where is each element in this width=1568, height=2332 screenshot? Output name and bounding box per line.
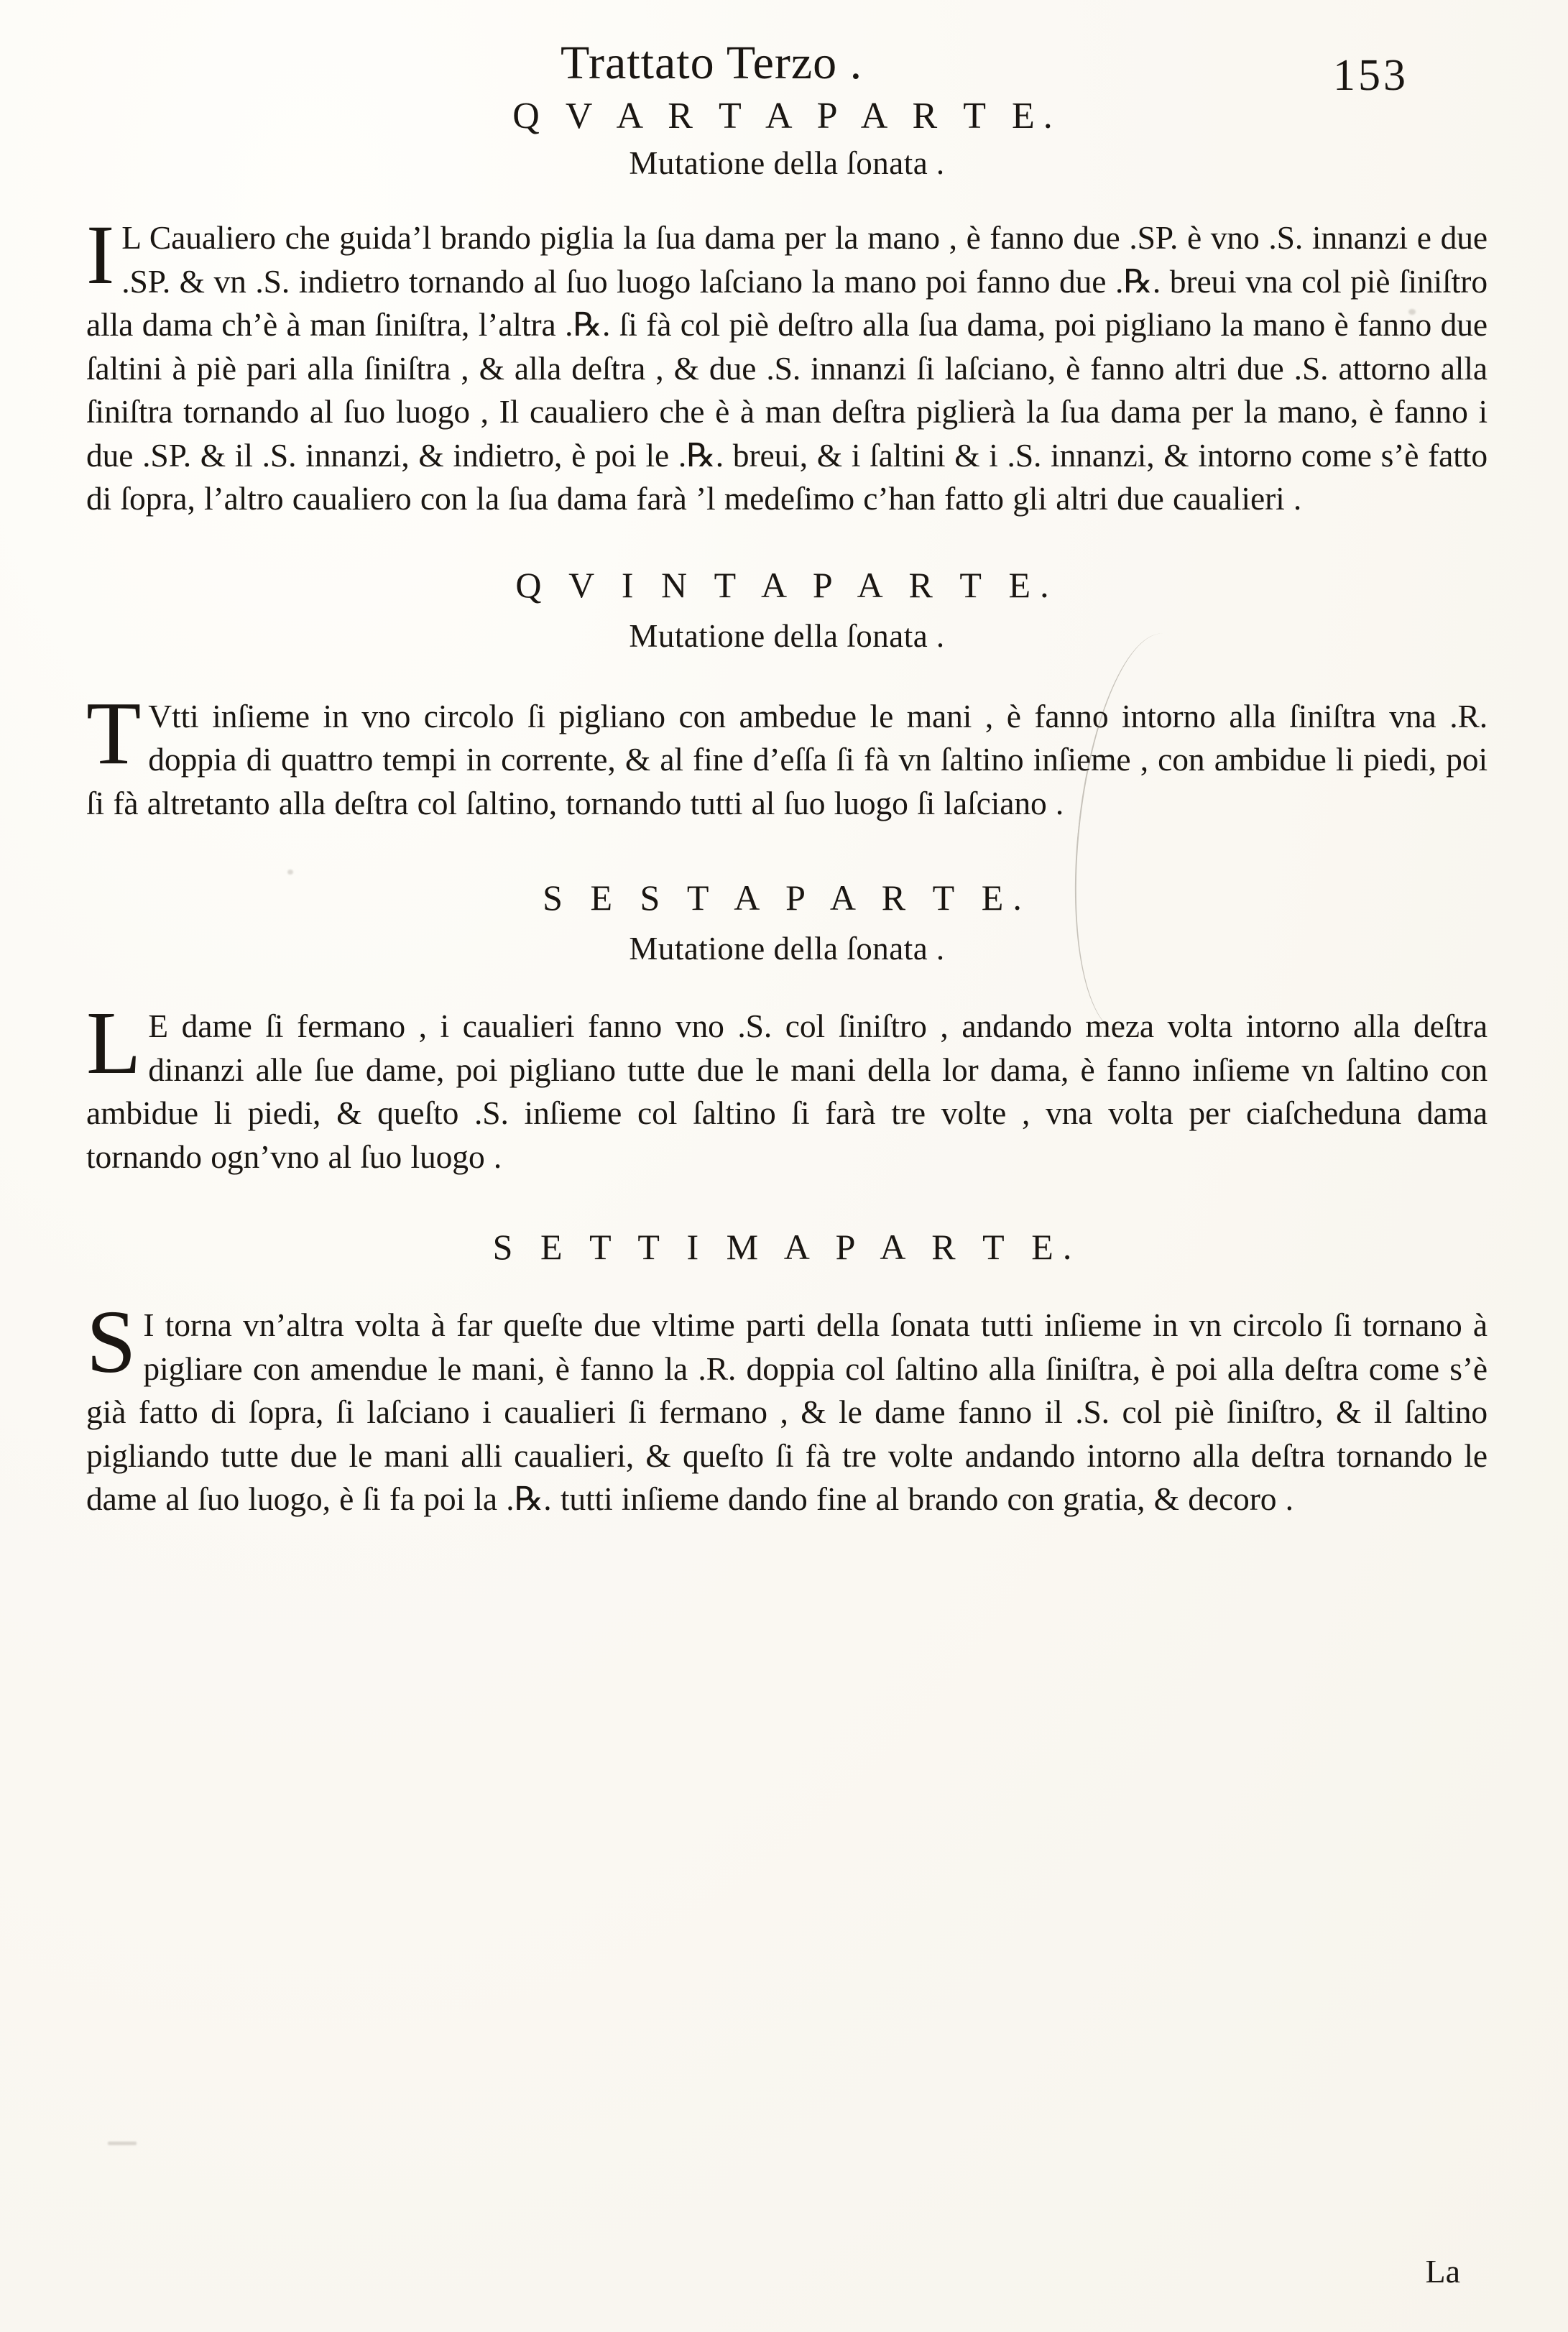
- section-subheading-quarta: Mutatione della ſonata .: [629, 145, 945, 181]
- paragraph-settima: [86, 1293, 1488, 1521]
- paragraph-text: I torna vn’altra volta à far queſte due vltime parti della ſonata tutti inſieme in vn circolo ſi tornano à pigliare con amendue le mani, è fanno la .R. doppia col ſaltino alla ſiniſtra, è poi alla deſtra come s’è già fatto di ſopra, ſi laſciano i caualieri ſi fermano , & le dame fanno il .S. col piè ſiniſtro, & il ſaltino pigliando tutte due le mani alli caualieri, & queſto ſi fà tre volte andando intorno alla deſtra tornando le dame al ſuo luogo, è ſi fa poi la .℞. tutti inſieme dando fine al brando con gratia, & decoro .: [86, 1306, 1488, 1517]
- paragraph-text: Vtti inſieme in vno circolo ſi pigliano con ambedue le mani , è fanno intorno alla ſiniſtra vna .R. doppia di quattro tempi in corrente, & al fine d’eſſa ſi fà vn ſaltino inſieme , con ambidue li piedi, poi ſi fà altretanto alla deſtra col ſaltino, tornando tutti al ſuo luogo ſi laſciano .: [86, 697, 1488, 821]
- dropcap-t: T: [86, 683, 142, 783]
- section-subheading-quinta: Mutatione della ſonata .: [629, 617, 945, 654]
- section-heading-settima: S E T T I M A P A R T E.: [492, 1227, 1082, 1267]
- section-heading-quarta: Q V A R T A P A R T E.: [512, 96, 1061, 137]
- page-content: [86, 29, 1488, 1521]
- spacer: [86, 825, 1488, 877]
- running-head: Trattato Terzo .: [561, 37, 863, 89]
- dropcap-l: L: [86, 994, 142, 1093]
- spacer: [86, 1179, 1488, 1226]
- paragraph-sesta: [86, 994, 1488, 1179]
- spacer: [86, 521, 1488, 564]
- paragraph-quinta: [86, 683, 1488, 826]
- dropcap-i: I: [86, 208, 115, 302]
- section-subheading-sesta: Mutatione della ſonata .: [629, 931, 945, 967]
- paragraph-text: L Caualiero che guida’l brando piglia la ſua dama per la mano , è fanno due .SP. è vno .S. innanzi e due .SP. & vn .S. indietro tornando al ſuo luogo laſciano la mano poi fanno due .℞. breui vna col piè ſiniſtro alla dama ch’è à man ſiniſtra, l’altra .℞. ſi fà col piè deſtro alla ſua dama, poi pigliano la mano è fanno due ſaltini à piè pari alla ſiniſtra , & alla deſtra , & due .S. innanzi ſi laſciano, è fanno altri due .S. attorno alla ſiniſtra tornando al ſuo luogo , Il caualiero che è à man deſtra piglierà la ſua dama per la mano, è fanno i due .SP. & il .S. innanzi, & indietro, è poi le .℞. breui, & i ſaltini & i .S. innanzi, & intorno come s’è fatto di ſopra, l’altro caualiero con la ſua dama farà ’l medeſimo c’han fatto gli altri due caualieri .: [86, 219, 1488, 517]
- dropcap-s: S: [86, 1293, 137, 1392]
- section-heading-sesta: S E S T A P A R T E.: [543, 877, 1031, 918]
- paragraph-text: E dame ſi fermano , i caualieri fanno vno .S. col ſiniſtro , andando meza volta intorno alla deſtra dinanzi alle ſue dame, poi pigliano tutte due le mani della lor dama, è fanno inſieme vn ſaltino con ambidue li piedi, & queſto .S. inſieme col ſaltino ſi farà tre volte , vna volta per ciaſcheduna dama tornando ogn’vno al ſuo luogo .: [86, 1008, 1488, 1175]
- catchword: La: [1425, 2253, 1460, 2290]
- folio-number: 153: [1333, 51, 1408, 100]
- paragraph-quarta: [86, 208, 1488, 521]
- section-heading-quinta: Q V I N T A P A R T E.: [515, 564, 1059, 605]
- page-header: [86, 29, 1488, 108]
